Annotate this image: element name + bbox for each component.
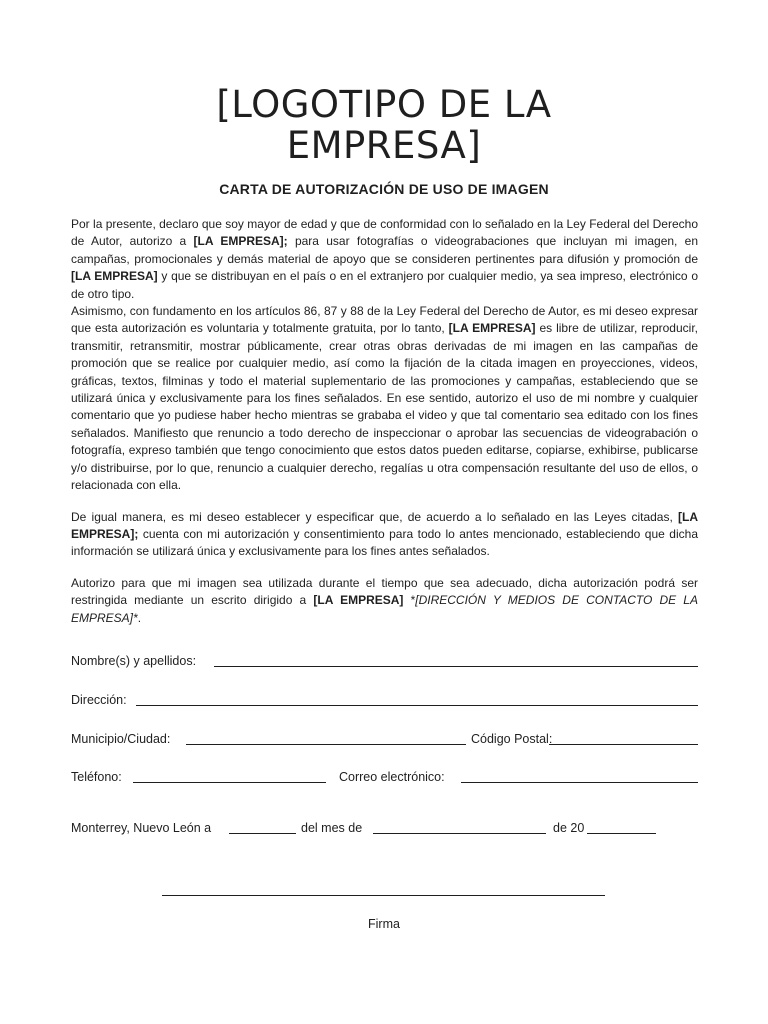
letter-body: [71, 216, 698, 627]
phone-field[interactable]: [133, 782, 326, 783]
logo-line-2: EMPRESA]: [286, 124, 482, 167]
name-field[interactable]: [214, 666, 698, 667]
year-field[interactable]: [587, 833, 656, 834]
email-field[interactable]: [461, 782, 698, 783]
text-span: *: [403, 593, 416, 608]
text-span: Asimismo, con fundamento en los artículos 86, 87 y 88 de la Ley Federal del Derecho de Autor, es mi deseo expresar que esta autorización es voluntaria y totalmente gratuita, por lo tanto,: [71, 304, 698, 336]
day-field[interactable]: [229, 833, 296, 834]
year-label: de 20: [553, 821, 585, 835]
text-span: .: [137, 610, 142, 625]
zip-label: Código Postal:: [471, 732, 553, 746]
phone-label: Teléfono:: [71, 770, 122, 784]
signature-line[interactable]: [162, 895, 605, 896]
paragraph-specification: [71, 509, 698, 561]
text-span: cuenta con mi autorización y consentimiento para todo lo antes mencionado, estableciendo que dicha información se utilizará única y exclusivamente para los fines antes señalados.: [71, 526, 698, 559]
city-label: Municipio/Ciudad:: [71, 732, 171, 746]
address-field[interactable]: [136, 705, 698, 706]
row-contact: [71, 766, 698, 786]
text-span: De igual manera, es mi deseo establecer y especificar que, de acuerdo a lo señalado en las Leyes citadas,: [71, 509, 678, 524]
paragraph-duration: [71, 575, 698, 627]
paragraph-legal-basis: [71, 303, 698, 494]
paragraph-consent: [71, 216, 698, 303]
text-span: y que se distribuyan en el país o en el extranjero por cualquier medio, ya sea impreso, electrónico o de otro tipo.: [71, 269, 698, 301]
name-label: Nombre(s) y apellidos:: [71, 654, 197, 668]
text-span: Autorizo para que mi imagen sea utilizada durante el tiempo que sea adecuado, dicha autorización podrá ser restringida mediante un escrito dirigido a: [71, 575, 698, 608]
zip-field[interactable]: [549, 744, 698, 745]
city-field[interactable]: [186, 744, 466, 745]
text-span: Por la presente, declaro que soy mayor de edad y que de conformidad con lo señalado en la Ley Federal del Derecho de Autor, autorizo a: [71, 217, 698, 249]
signature-label: Firma: [368, 917, 400, 931]
company-placeholder: [LA EMPRESA];: [71, 509, 698, 541]
contact-placeholder: [DIRECCIÓN Y MEDIOS DE CONTACTO DE LA EMPRESA]*: [71, 593, 698, 625]
place-label: Monterrey, Nuevo León a: [71, 821, 212, 835]
logo-line-1: [LOGOTIPO DE LA: [216, 83, 552, 126]
company-logo-placeholder: [0, 84, 768, 166]
company-placeholder: [LA EMPRESA];: [193, 234, 288, 249]
row-name: [71, 650, 698, 670]
text-span: para usar fotografías o videograbaciones que incluyan mi imagen, en campañas, promocionales y demás material de apoyo que se consideren pertinentes para difusión y promoción de: [71, 234, 698, 266]
document-title: CARTA DE AUTORIZACIÓN DE USO DE IMAGEN: [219, 181, 549, 197]
company-placeholder: [LA EMPRESA]: [313, 593, 404, 608]
email-label: Correo electrónico:: [339, 770, 445, 784]
address-label: Dirección:: [71, 693, 127, 707]
month-field[interactable]: [373, 833, 546, 834]
row-city: [71, 728, 698, 748]
month-label: del mes de: [301, 821, 363, 835]
row-place-date: [71, 817, 698, 837]
company-placeholder: [LA EMPRESA]: [71, 269, 158, 284]
row-address: [71, 689, 698, 709]
company-placeholder: [LA EMPRESA]: [448, 321, 536, 336]
text-span: es libre de utilizar, reproducir, transmitir, retransmitir, mostrar públicamente, crear otras obras derivadas de mi imagen en las campañas de promoción que se realice por cualquier medio, así como la fijación de la citada imagen en proyecciones, videos, gráficas, textos, filminas y todo el material suplementario de las promociones y campañas, estableciendo que se utilizará única y exclusivamente para los fines señalados. En ese sentido, autorizo el uso de mi nombre y cualquier comentario que yo pudiese haber hecho mientras se grababa el video y que tal comentario sea editado con los fines señalados. Manifiesto que renuncio a todo derecho de inspeccionar o aprobar las secuencias de videograbación o fotografía, expreso también que tengo conocimiento que estos datos pueden editarse, copiarse, exhibirse, publicarse y/o distribuirse, por lo que, renuncio a cualquier derecho, regalías u otra compensación resultante del uso de ellos, o relacionada con ella.: [71, 321, 698, 493]
